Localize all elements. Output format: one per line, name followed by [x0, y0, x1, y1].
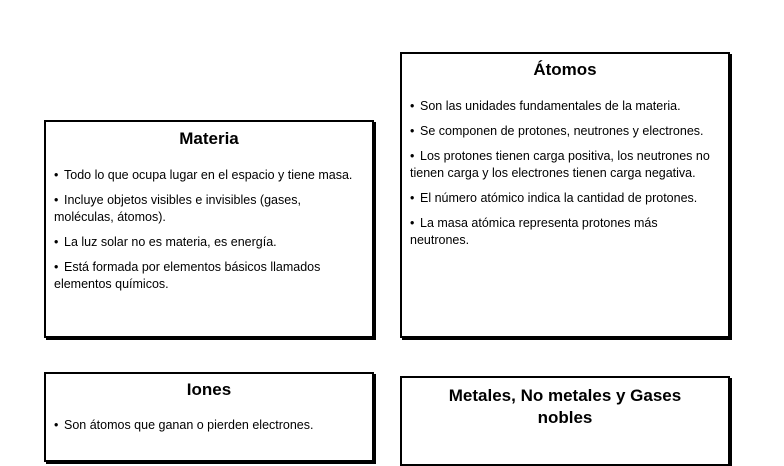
materia-list — [54, 167, 364, 293]
bullet-icon: • — [54, 418, 59, 432]
metales-card — [400, 376, 730, 466]
bullet-icon: • — [410, 124, 415, 138]
bullet-icon: • — [410, 149, 415, 163]
bullet-icon: • — [54, 235, 59, 249]
bullet-icon: • — [54, 168, 59, 182]
bullet-icon: • — [410, 216, 415, 230]
list-item: • Incluye objetos visibles e invisibles (gases, moléculas, átomos). — [54, 193, 301, 224]
atomos-card — [400, 52, 730, 338]
iones-list — [54, 417, 364, 434]
list-item: • Todo lo que ocupa lugar en el espacio y tiene masa. — [54, 168, 353, 182]
iones-title: Iones — [186, 380, 232, 399]
bullet-icon: • — [54, 260, 59, 274]
list-item: • Los protones tienen carga positiva, los neutrones no tienen carga y los electrones tienen carga negativa. — [410, 149, 710, 180]
metales-title — [410, 385, 720, 429]
metales-title-line1: Metales, No metales y Gases — [448, 386, 682, 405]
iones-card — [44, 372, 374, 462]
bullet-icon: • — [54, 193, 59, 207]
bullet-icon: • — [410, 99, 415, 113]
list-item: • La masa atómica representa protones más neutrones. — [410, 216, 658, 247]
list-item: • Está formada por elementos básicos llamados elementos químicos. — [54, 260, 321, 291]
bullet-icon: • — [410, 191, 415, 205]
list-item: • La luz solar no es materia, es energía. — [54, 235, 277, 249]
metales-title-line2: nobles — [537, 408, 593, 427]
materia-card — [44, 120, 374, 338]
list-item: • Son las unidades fundamentales de la materia. — [410, 99, 681, 113]
materia-title: Materia — [179, 129, 239, 148]
atomos-title: Átomos — [533, 60, 597, 79]
list-item: • El número atómico indica la cantidad de protones. — [410, 191, 698, 205]
list-item: • Son átomos que ganan o pierden electrones. — [54, 418, 314, 432]
list-item: • Se componen de protones, neutrones y electrones. — [410, 124, 704, 138]
atomos-list — [410, 98, 720, 249]
